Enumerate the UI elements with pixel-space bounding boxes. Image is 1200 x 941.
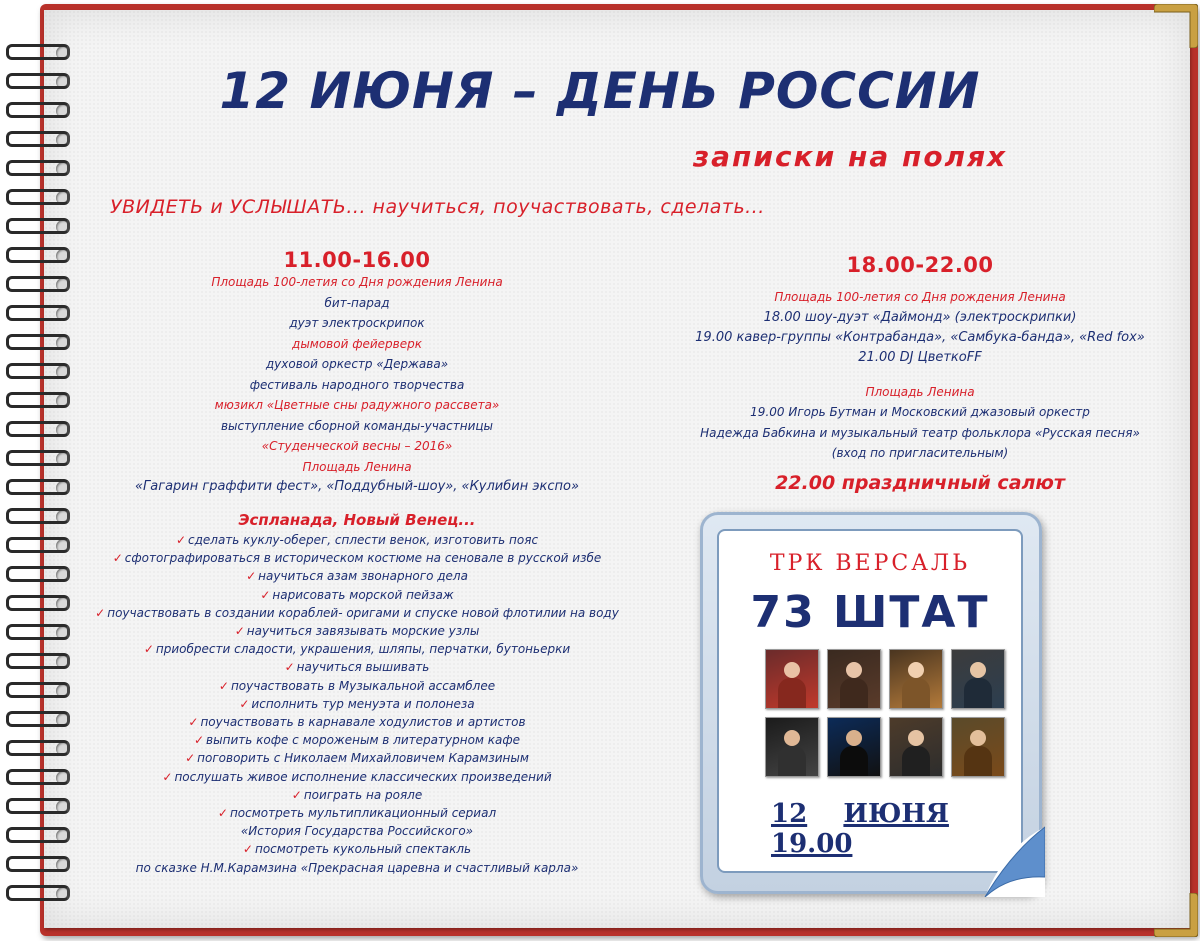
esplanade-item-label: исполнить тур менуэта и полонеза xyxy=(251,696,475,711)
esplanade-title: Эспланада, Новый Венец... xyxy=(238,511,476,529)
spiral-ring-icon xyxy=(2,69,72,93)
esplanade-item xyxy=(72,768,642,786)
right-items-2 xyxy=(640,402,1200,464)
esplanade-item-label: «История Государства Российского» xyxy=(240,824,474,839)
poster-venue: ТРК ВЕРСАЛЬ xyxy=(769,551,971,576)
esplanade-item xyxy=(72,713,642,731)
esplanade-item xyxy=(72,586,642,604)
spiral-ring-icon xyxy=(2,852,72,876)
esplanade-list xyxy=(72,531,642,822)
page-subtitle: записки на полях xyxy=(692,140,1008,173)
intro-text: УВИДЕТЬ и УСЛЫШАТЬ... научиться, поучаствовать, сделать... xyxy=(110,196,765,218)
esplanade-item-label: по сказке Н.М.Карамзина «Прекрасная царевна и счастливый карла» xyxy=(135,860,579,875)
esplanade-item-label: поиграть на рояле xyxy=(303,787,423,802)
band-member-photo xyxy=(889,649,943,709)
spiral-ring-icon xyxy=(2,765,72,789)
metal-corner-icon xyxy=(1154,893,1198,937)
check-icon: ✓ xyxy=(217,806,228,821)
schedule-line: дуэт электроскрипок xyxy=(289,316,425,330)
right-time: 18.00-22.00 xyxy=(846,253,994,277)
page-title: 12 ИЮНЯ – ДЕНЬ РОССИИ xyxy=(219,62,981,120)
esplanade-item xyxy=(72,604,642,622)
schedule-line: дымовой фейерверк xyxy=(292,336,422,351)
left-schedule xyxy=(72,248,642,877)
esplanade-item xyxy=(72,786,642,804)
page-curl-icon xyxy=(965,817,1045,897)
schedule-line: «Гагарин граффити фест», «Поддубный-шоу», «Кулибин экспо» xyxy=(135,479,579,494)
esplanade-item-label: поучаствовать в Музыкальной ассамблее xyxy=(230,678,496,693)
spiral-ring-icon xyxy=(2,475,72,499)
esplanade-item-label: посмотреть мультипликационный сериал xyxy=(229,806,497,821)
band-member-photo xyxy=(951,717,1005,777)
esplanade-item xyxy=(72,658,642,676)
esplanade-item xyxy=(72,859,642,877)
schedule-line: мюзикл «Цветные сны радужного рассвета» xyxy=(214,398,500,412)
spiral-ring-icon xyxy=(2,301,72,325)
band-member-photo xyxy=(951,649,1005,709)
right-venue-2: Площадь Ленина xyxy=(865,384,975,399)
spiral-ring-icon xyxy=(2,185,72,209)
check-icon: ✓ xyxy=(242,842,253,857)
poster-date-day: 12 xyxy=(771,799,808,829)
spiral-ring-icon xyxy=(2,272,72,296)
spiral-ring-icon xyxy=(2,649,72,673)
concert-poster xyxy=(700,512,1042,894)
esplanade-item-label: приобрести сладости, украшения, шляпы, перчатки, бутоньерки xyxy=(155,642,571,657)
check-icon: ✓ xyxy=(246,569,257,584)
schedule-line: Надежда Бабкина и музыкальный театр фольклора «Русская песня» xyxy=(700,425,1140,440)
esplanade-item xyxy=(72,804,642,822)
spiral-ring-icon xyxy=(2,562,72,586)
spiral-ring-icon xyxy=(2,678,72,702)
spiral-binding xyxy=(2,40,78,910)
esplanade-item xyxy=(72,695,642,713)
check-icon: ✓ xyxy=(193,733,205,748)
spiral-ring-icon xyxy=(2,98,72,122)
spiral-ring-icon xyxy=(2,794,72,818)
spiral-ring-icon xyxy=(2,881,72,905)
spiral-ring-icon xyxy=(2,330,72,354)
spiral-ring-icon xyxy=(2,417,72,441)
salute-text: 22.00 праздничный салют xyxy=(775,471,1065,494)
spiral-ring-icon xyxy=(2,823,72,847)
spiral-ring-icon xyxy=(2,591,72,615)
spiral-ring-icon xyxy=(2,533,72,557)
metal-corner-icon xyxy=(1154,4,1198,48)
band-member-photo xyxy=(765,717,819,777)
esplanade-item-label: сделать куклу-оберег, сплести венок, изготовить пояс xyxy=(188,533,539,547)
spiral-ring-icon xyxy=(2,40,72,64)
right-items-1 xyxy=(640,308,1200,368)
esplanade-item-label: поучаствовать в карнавале ходулистов и артистов xyxy=(200,715,526,730)
esplanade-item-label: выпить кофе с мороженым в литературном кафе xyxy=(206,733,521,748)
schedule-line: выступление сборной команды-участницы xyxy=(220,418,494,433)
esplanade-item xyxy=(72,822,642,840)
spiral-ring-icon xyxy=(2,504,72,528)
spiral-ring-icon xyxy=(2,127,72,151)
schedule-line: 19.00 Игорь Бутман и Московский джазовый оркестр xyxy=(750,405,1090,419)
check-icon: ✓ xyxy=(188,715,199,730)
esplanade-item-label: научиться вышивать xyxy=(296,660,430,675)
esplanade-item xyxy=(72,677,642,695)
poster-date-time: 19.00 xyxy=(771,829,853,859)
right-venue-1: Площадь 100-летия со Дня рождения Ленина xyxy=(774,290,1066,304)
check-icon: ✓ xyxy=(185,751,196,766)
esplanade-item xyxy=(72,567,642,585)
esplanade-item-label: научиться завязывать морские узлы xyxy=(246,624,480,639)
esplanade-item-label: нарисовать морской пейзаж xyxy=(272,587,454,602)
spiral-ring-icon xyxy=(2,359,72,383)
left-items-list xyxy=(72,272,642,497)
esplanade-tail-list xyxy=(72,822,642,877)
esplanade-item xyxy=(72,531,642,549)
check-icon: ✓ xyxy=(175,533,186,547)
check-icon: ✓ xyxy=(234,624,245,639)
check-icon: ✓ xyxy=(291,787,302,802)
spiral-ring-icon xyxy=(2,736,72,760)
spiral-ring-icon xyxy=(2,388,72,412)
esplanade-item-label: поучаствовать в создании кораблей- оригами и спуске новой флотилии на воду xyxy=(107,605,619,620)
esplanade-item xyxy=(72,549,642,567)
check-icon: ✓ xyxy=(95,605,106,620)
esplanade-item-label: посмотреть кукольный спектакль xyxy=(254,842,472,857)
schedule-line: фестиваль народного творчества xyxy=(249,377,465,392)
band-member-photo xyxy=(765,649,819,709)
check-icon: ✓ xyxy=(143,642,154,657)
band-member-photo xyxy=(827,717,881,777)
esplanade-item-label: поговорить с Николаем Михайловичем Карамзиным xyxy=(197,751,529,766)
schedule-line: Площадь Ленина xyxy=(302,459,412,474)
esplanade-item xyxy=(72,731,642,749)
band-member-photo xyxy=(827,649,881,709)
check-icon: ✓ xyxy=(260,587,271,602)
band-member-photo xyxy=(889,717,943,777)
spiral-ring-icon xyxy=(2,620,72,644)
esplanade-item xyxy=(72,622,642,640)
schedule-line: 19.00 кавер-группы «Контрабанда», «Самбука-банда», «Red fox» xyxy=(695,329,1145,345)
esplanade-item xyxy=(72,840,642,858)
check-icon: ✓ xyxy=(162,769,173,784)
spiral-ring-icon xyxy=(2,243,72,267)
spiral-ring-icon xyxy=(2,214,72,238)
schedule-line: 21.00 DJ ЦветкоFF xyxy=(858,349,982,365)
schedule-line: (вход по пригласительным) xyxy=(831,446,1009,460)
poster-date-month: ИЮНЯ xyxy=(843,799,949,829)
esplanade-item xyxy=(72,640,642,658)
poster-band: 73 ШТАТ xyxy=(750,587,990,638)
spiral-ring-icon xyxy=(2,446,72,470)
esplanade-item-label: сфотографироваться в историческом костюме на сеновале в русской избе xyxy=(124,551,602,566)
spiral-ring-icon xyxy=(2,707,72,731)
esplanade-item-label: научиться азам звонарного дела xyxy=(258,569,468,584)
schedule-line: «Студенческой весны – 2016» xyxy=(261,439,453,453)
schedule-line: 18.00 шоу-дуэт «Даймонд» (электроскрипки) xyxy=(763,309,1077,325)
left-time: 11.00-16.00 xyxy=(283,248,431,272)
check-icon: ✓ xyxy=(218,678,229,693)
check-icon: ✓ xyxy=(239,696,250,711)
esplanade-item-label: послушать живое исполнение классических произведений xyxy=(174,769,552,784)
check-icon: ✓ xyxy=(112,551,123,566)
spiral-ring-icon xyxy=(2,156,72,180)
schedule-line: духовой оркестр «Держава» xyxy=(265,357,449,371)
schedule-line: бит-парад xyxy=(324,295,390,310)
check-icon: ✓ xyxy=(284,660,295,675)
right-schedule xyxy=(640,253,1200,496)
schedule-line: Площадь 100-летия со Дня рождения Ленина xyxy=(211,275,503,289)
esplanade-item xyxy=(72,749,642,767)
